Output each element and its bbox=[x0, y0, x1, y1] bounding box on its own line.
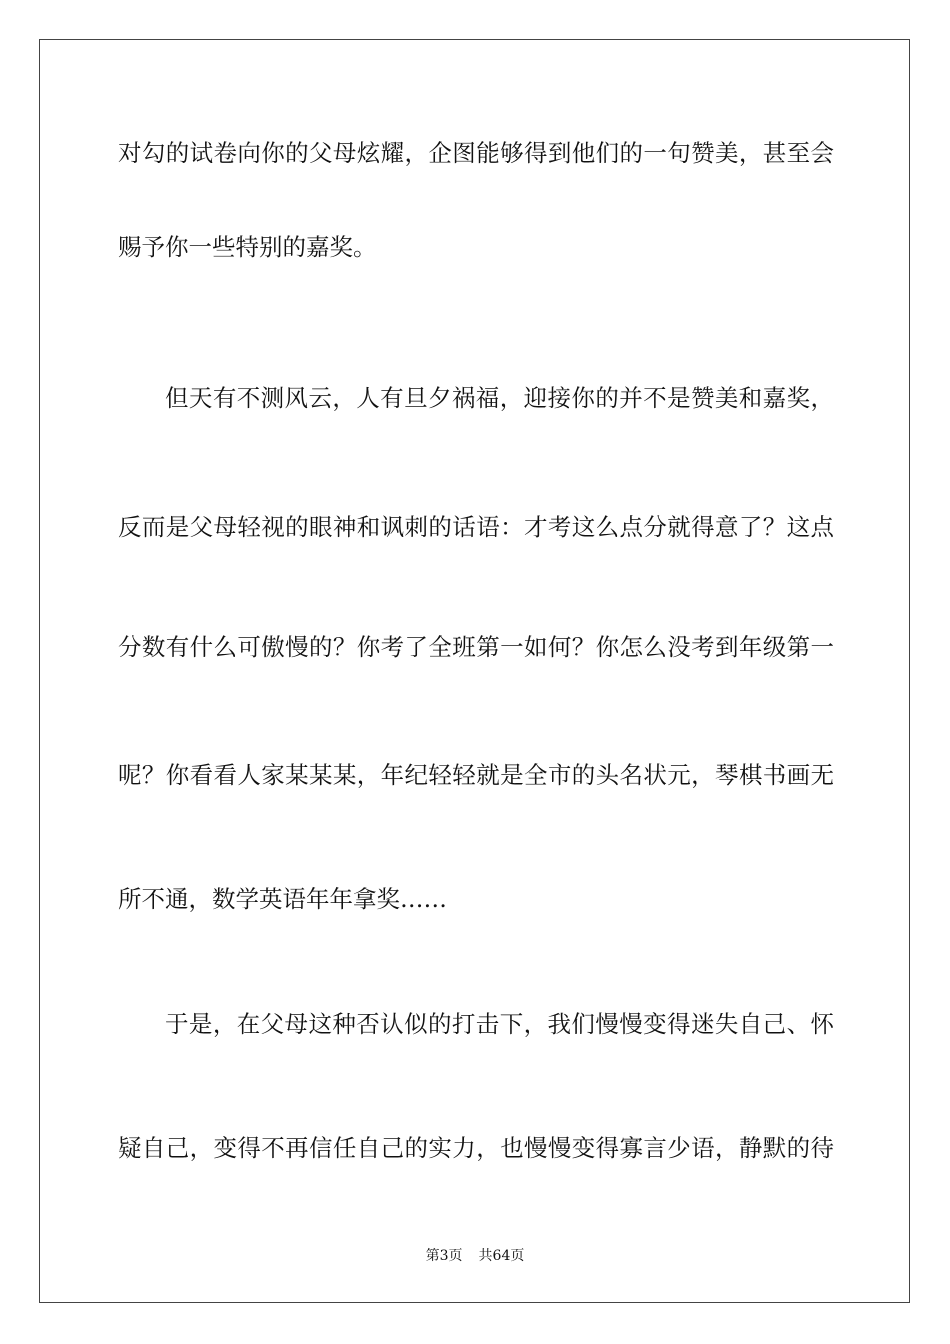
text-line: 所不通，数学英语年年拿奖…… bbox=[118, 885, 447, 913]
text-line: 疑自己，变得不再信任自己的实力，也慢慢变得寡言少语，静默的待 bbox=[118, 1134, 834, 1162]
page-total: 共64页 bbox=[478, 1248, 525, 1264]
page-footer bbox=[0, 1247, 950, 1265]
text-line: 呢？你看看人家某某某，年纪轻轻就是全市的头名状元，琴棋书画无 bbox=[118, 761, 834, 789]
text-line: 分数有什么可傲慢的？你考了全班第一如何？你怎么没考到年级第一 bbox=[118, 633, 834, 661]
page-border bbox=[39, 39, 910, 1303]
text-line: 反而是父母轻视的眼神和讽刺的话语：才考这么点分就得意了？这点 bbox=[118, 513, 834, 541]
text-line: 对勾的试卷向你的父母炫耀，企图能够得到他们的一句赞美，甚至会 bbox=[118, 139, 834, 167]
page-number: 第3页 bbox=[425, 1248, 463, 1264]
text-line: 赐予你一些特别的嘉奖。 bbox=[118, 233, 377, 261]
text-line: 于是，在父母这种否认似的打击下，我们慢慢变得迷失自己、怀 bbox=[165, 1010, 834, 1038]
text-line: 但天有不测风云，人有旦夕祸福，迎接你的并不是赞美和嘉奖， bbox=[165, 384, 834, 412]
